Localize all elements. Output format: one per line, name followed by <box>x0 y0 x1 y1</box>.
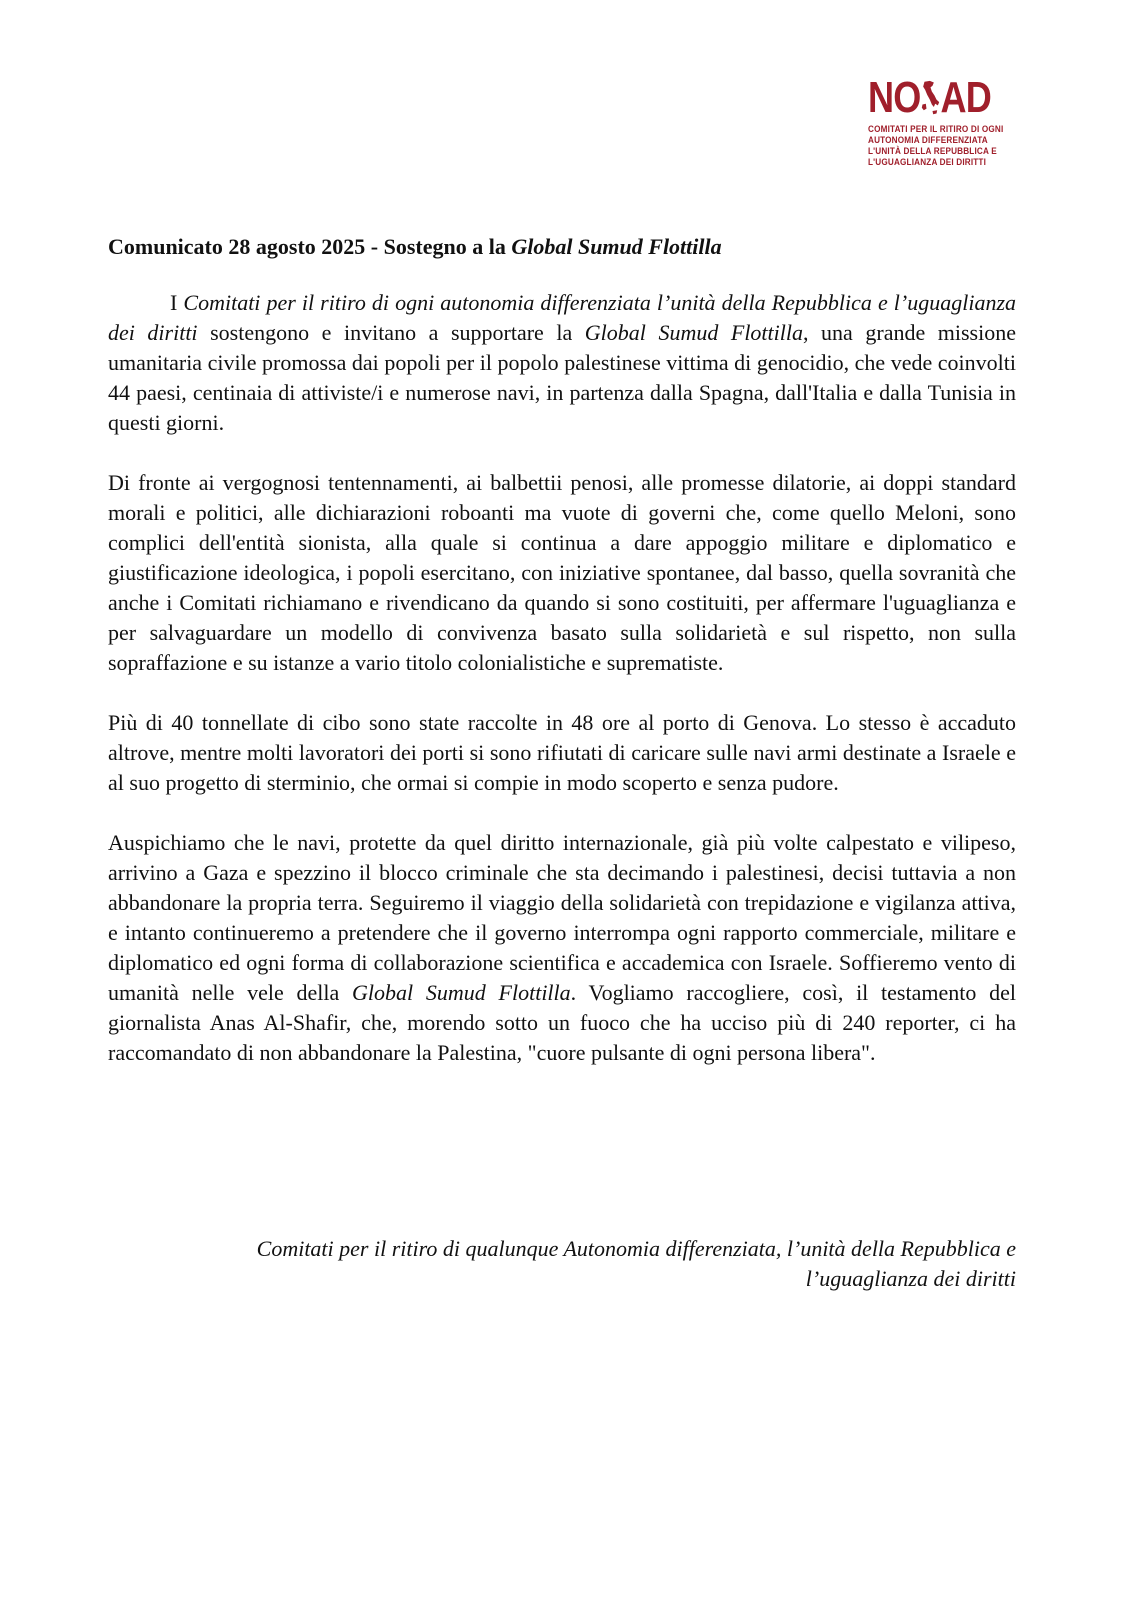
flotilla-name: Global Sumud Flottilla <box>352 980 571 1005</box>
paragraph-intro <box>108 288 1016 438</box>
paragraph-gaza-part2: . Vogliamo raccogliere, così, il testamento del giornalista Anas Al-Shafir, che, morendo sotto un fuoco che ha ucciso più di 240 reporter, ci ha raccomandato di non abbandonare la Palestina, "cuore pulsante di ogni persona libera". <box>108 980 1016 1065</box>
paragraph-genova: Più di 40 tonnellate di cibo sono state raccolte in 48 ore al porto di Genova. Lo stesso è accaduto altrove, mentre molti lavoratori dei porti si sono rifiutati di caricare sulle navi armi destinate a Israele e al suo progetto di sterminio, che ormai si compie in modo scoperto e senza pudore. <box>108 710 1016 795</box>
paragraph-gaza <box>108 828 1016 1068</box>
title-text: Comunicato 28 agosto 2025 - Sostegno a la <box>108 234 512 259</box>
document-title <box>108 232 1016 262</box>
committee-name: Comitati per il ritiro di ogni autonomia differenziata l’unità della Repubblica e l’uguaglianza dei diritti <box>108 290 1017 345</box>
logo-word-left: NO <box>868 73 921 122</box>
italy-map-icon <box>920 76 940 120</box>
flotilla-name: Global Sumud Flottilla <box>584 320 803 345</box>
logo-wordmark <box>868 74 991 120</box>
logo-subtitle-line: COMITATI PER IL RITIRO DI OGNI <box>868 124 1004 135</box>
logo-subtitle-line: AUTONOMIA DIFFERENZIATA <box>868 135 988 146</box>
signature <box>108 1234 1016 1294</box>
press-release-body <box>108 232 1016 1098</box>
logo-word-right: AD <box>940 73 991 122</box>
logo-subtitle-line: L'UNITÀ DELLA REPUBBLICA E <box>868 146 997 157</box>
title-flotilla-name: Global Sumud Flottilla <box>511 234 722 259</box>
paragraph-gaza-part1: Auspichiamo che le navi, protette da quel diritto internazionale, già più volte calpestato e vilipeso, arrivino a Gaza e spezzino il blocco criminale che sta decimando i palestinesi, decisi tuttavia a non abbandonare la propria terra. Seguiremo il viaggio della solidarietà con trepidazione e vigilanza attiva, e intanto continueremo a pretendere che il governo interrompa ogni rapporto commerciale, militare e diplomatico ed ogni forma di collaborazione scientifica e accademica con Israele. Soffieremo vento di umanità nelle vele della <box>108 830 1016 1005</box>
logo-subtitle-line: L'UGUAGLIANZA DEI DIRITTI <box>868 157 987 168</box>
paragraph-intro-middle: sostengono e invitano a supportare la <box>197 320 585 345</box>
paragraph-intro-lead: I <box>170 290 184 315</box>
logo-subtitle <box>868 124 1004 168</box>
signature-line: l’uguaglianza dei diritti <box>805 1266 1016 1291</box>
paragraph-sovereignty: Di fronte ai vergognosi tentennamenti, ai balbettii penosi, alle promesse dilatorie, ai doppi standard morali e politici, alle dichiarazioni roboanti ma vuote di governi che, come quello Meloni, sono complici dell'entità sionista, alla quale si continua a dare appoggio militare e diplomatico e giustificazione ideologica, i popoli esercitano, con iniziative spontanee, dal basso, quella sovranità che anche i Comitati richiamano e rivendicano da quando si sono costituiti, per affermare l'uguaglianza e per salvaguardare un modello di convivenza basato sulla solidarietà e sul rispetto, non sulla sopraffazione e su istanze a vario titolo colonialistiche e suprematiste. <box>108 470 1016 675</box>
signature-line: Comitati per il ritiro di qualunque Autonomia differenziata, l’unità della Repubblica e <box>256 1236 1016 1261</box>
committee-logo <box>868 74 1018 168</box>
paragraph-intro-rest: , una grande missione umanitaria civile promossa dai popoli per il popolo palestinese vittima di genocidio, che vede coinvolti 44 paesi, centinaia di attiviste/i e numerose navi, in partenza dalla Spagna, dall'Italia e dalla Tunisia in questi giorni. <box>108 320 1016 435</box>
